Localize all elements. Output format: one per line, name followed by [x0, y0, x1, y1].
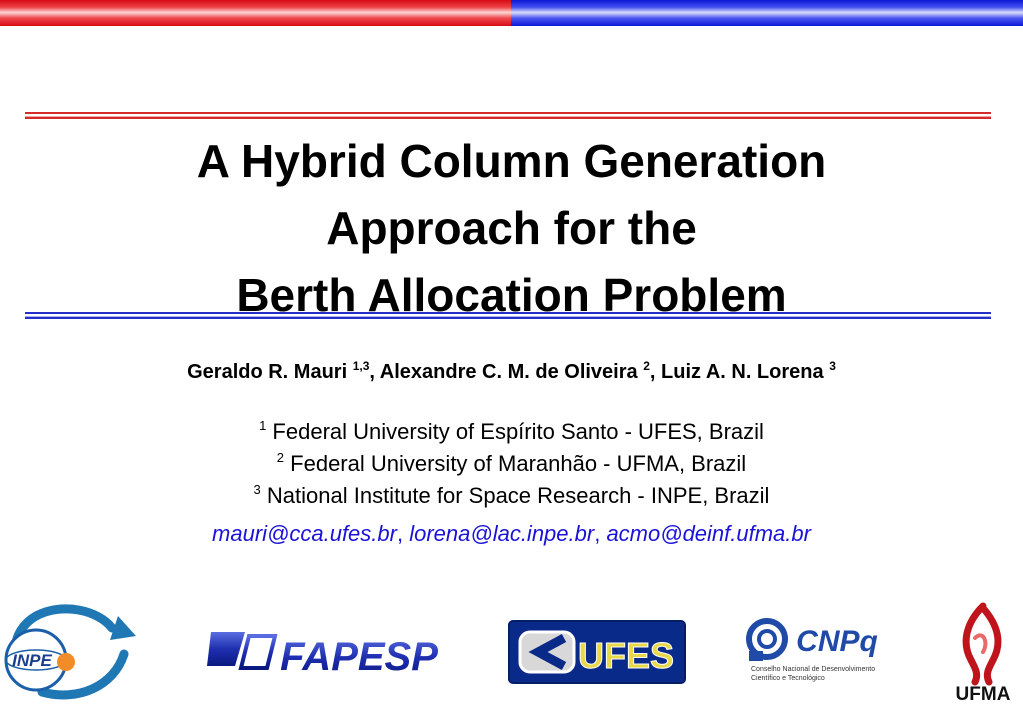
inpe-logo: [2, 602, 138, 702]
slide-title: [0, 128, 1023, 329]
fapesp-logo: [205, 622, 447, 680]
svg-text:Conselho Nacional de Desenvolv: Conselho Nacional de Desenvolvimento: [751, 666, 876, 673]
affiliation-item: [0, 448, 1023, 480]
svg-text:CNPq: CNPq: [796, 625, 878, 658]
email-separator: ,: [594, 521, 607, 546]
affiliation-list: [0, 416, 1023, 512]
author-affiliation-marker: 1,3: [352, 359, 370, 373]
title-line-3: Berth Allocation Problem: [236, 269, 787, 321]
cnpq-logo: [745, 615, 895, 685]
affiliation-text: Federal University of Maranhão - UFMA, Brazil: [290, 451, 747, 476]
contact-emails: [0, 521, 1023, 547]
title-bottom-rule: [25, 312, 991, 319]
affiliation-item: [0, 416, 1023, 448]
affiliation-text: National Institute for Space Research - INPE, Brazil: [266, 483, 770, 508]
ufma-logo: [945, 602, 1021, 704]
email-separator: ,: [396, 521, 410, 546]
svg-text:UFMA: UFMA: [955, 684, 1011, 704]
author-affiliation-marker: 3: [829, 359, 836, 373]
email-link[interactable]: acmo@deinf.ufma.br: [606, 521, 811, 546]
title-line-2: Approach for the: [326, 202, 697, 254]
top-bar-red-segment: [0, 0, 511, 26]
author-name: Geraldo R. Mauri: [187, 361, 348, 383]
affiliation-number: 3: [253, 482, 261, 497]
author-separator: ,: [649, 361, 662, 383]
svg-text:FAPESP: FAPESP: [280, 635, 438, 679]
svg-text:Científico e Tecnológico: Científico e Tecnológico: [751, 675, 825, 682]
author-name: Alexandre C. M. de Oliveira: [379, 361, 638, 383]
title-line-1: A Hybrid Column Generation: [196, 135, 827, 187]
email-link[interactable]: lorena@lac.inpe.br: [409, 521, 595, 546]
author-separator: ,: [369, 361, 380, 383]
svg-text:UFES: UFES: [577, 635, 675, 676]
top-color-bar: [0, 0, 1023, 26]
affiliation-number: 1: [259, 418, 267, 433]
author-list: [0, 361, 1023, 384]
author-name: Luiz A. N. Lorena: [661, 361, 824, 383]
ufes-logo: [508, 620, 686, 684]
affiliation-text: Federal University of Espírito Santo - UFES, Brazil: [272, 419, 764, 444]
email-link[interactable]: mauri@cca.ufes.br: [212, 521, 397, 546]
top-bar-blue-segment: [511, 0, 1023, 26]
title-top-rule: [25, 112, 991, 119]
svg-text:INPE: INPE: [12, 651, 52, 670]
author-affiliation-marker: 2: [643, 359, 650, 373]
affiliation-item: [0, 480, 1023, 512]
affiliation-number: 2: [276, 450, 285, 465]
